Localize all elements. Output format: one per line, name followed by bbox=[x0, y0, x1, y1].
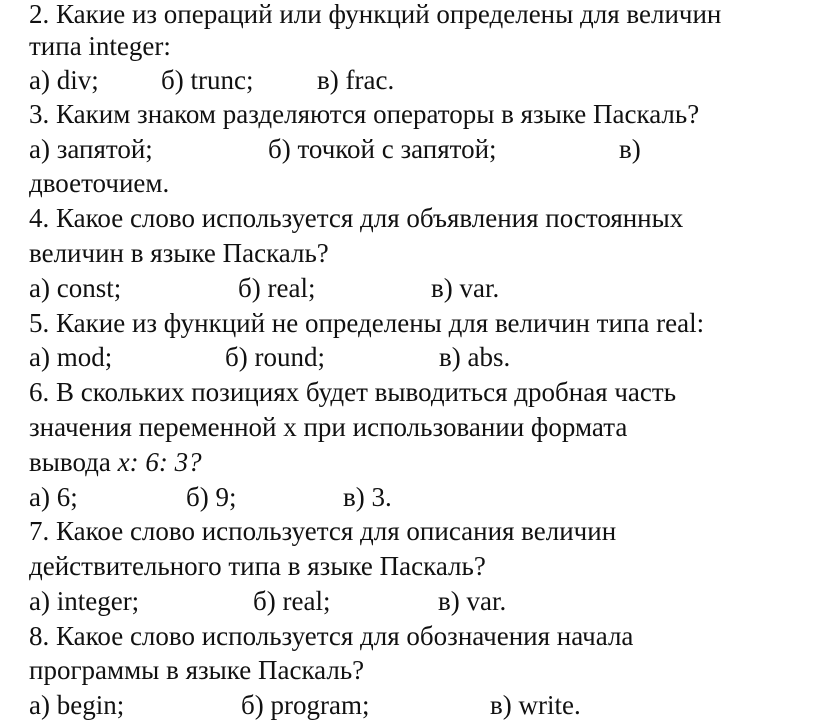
q6-option-b: б) 9; bbox=[186, 482, 237, 512]
q3-option-a: а) запятой; bbox=[29, 134, 153, 164]
q2-option-a: а) div; bbox=[29, 65, 99, 95]
q8-title-line2: программы в языке Паскаль? bbox=[29, 655, 365, 685]
q7-option-a: а) integer; bbox=[29, 586, 140, 616]
q5-option-a: а) mod; bbox=[29, 342, 113, 372]
q6-title-line3 bbox=[29, 445, 202, 479]
q5-title: 5. Какие из функций не определены для величин типа real: bbox=[29, 308, 705, 338]
q5-option-c: в) abs. bbox=[439, 342, 511, 372]
q5-option-b: б) round; bbox=[225, 342, 325, 372]
q2-title-line2: типа integer: bbox=[29, 31, 171, 61]
q6-title-line2: значения переменной x при использовании формата bbox=[29, 412, 628, 442]
q4-option-a: а) const; bbox=[29, 273, 122, 303]
q3-title: 3. Каким знаком разделяются операторы в языке Паскаль? bbox=[29, 99, 700, 129]
q4-option-c: в) var. bbox=[431, 273, 500, 303]
q6-option-c: в) 3. bbox=[343, 482, 392, 512]
q7-title-line2: действительного типа в языке Паскаль? bbox=[29, 551, 486, 581]
q6-title-line3-prefix: вывода bbox=[29, 447, 118, 477]
q2-title-line1: 2. Какие из операций или функций определены для величин bbox=[29, 0, 722, 29]
q7-title-line1: 7. Какое слово используется для описания величин bbox=[29, 516, 617, 546]
q3-option-c: в) bbox=[619, 134, 641, 164]
q3-option-b: б) точкой с запятой; bbox=[268, 134, 497, 164]
q6-title-line1: 6. В скольких позициях будет выводиться дробная часть bbox=[29, 377, 677, 407]
q7-option-b: б) real; bbox=[253, 586, 331, 616]
q4-title-line1: 4. Какое слово используется для объявления постоянных bbox=[29, 203, 684, 233]
q2-option-b: б) trunc; bbox=[161, 65, 254, 95]
q8-option-b: б) program; bbox=[241, 690, 370, 720]
q4-title-line2: величин в языке Паскаль? bbox=[29, 238, 329, 268]
q8-title-line1: 8. Какое слово используется для обозначения начала bbox=[29, 621, 634, 651]
q6-format-spec: x: 6: 3? bbox=[117, 447, 202, 477]
q6-option-a: а) 6; bbox=[29, 482, 78, 512]
q8-option-a: а) begin; bbox=[29, 690, 125, 720]
q3-option-c-continued: двоеточием. bbox=[29, 168, 170, 198]
q8-option-c: в) write. bbox=[490, 690, 581, 720]
q2-option-c: в) frac. bbox=[317, 65, 395, 95]
q4-option-b: б) real; bbox=[238, 273, 316, 303]
q7-option-c: в) var. bbox=[438, 586, 507, 616]
